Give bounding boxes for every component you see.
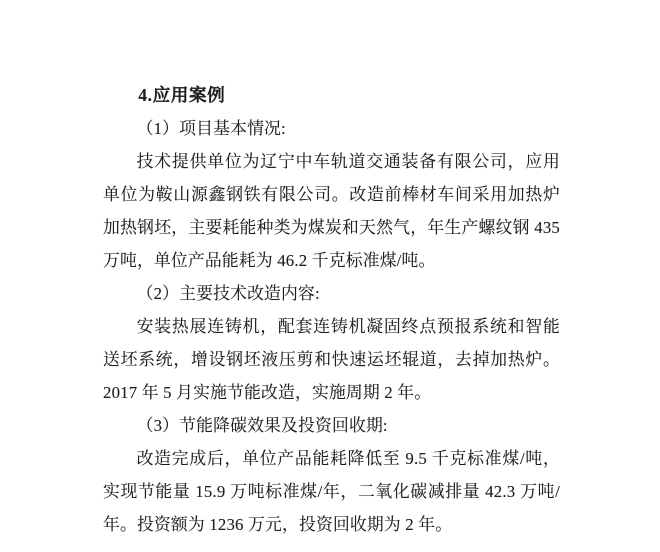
text-line: 技术提供单位为辽宁中车轨道交通装备有限公司，应用 [136,152,560,171]
text-line: 安装热展连铸机，配套连铸机凝固终点预报系统和智能 [136,317,560,336]
text-line: （3）节能降碳效果及投资回收期: [136,416,388,435]
text-line: 送坯系统，增设钢坯液压剪和快速运坯辊道，去掉加热炉。 [103,350,560,369]
section-heading: 4.应用案例 [138,85,226,105]
text-line: 年。投资额为 1236 万元，投资回收期为 2 年。 [103,515,453,534]
text-line: 2017 年 5 月实施节能改造，实施周期 2 年。 [103,383,432,402]
text-line: 万吨，单位产品能耗为 46.2 千克标准煤/吨。 [103,251,436,270]
text-line: （1）项目基本情况: [136,119,286,138]
text-block [103,79,560,541]
text-line: （2）主要技术改造内容: [136,284,320,303]
text-line: 单位为鞍山源鑫钢铁有限公司。改造前棒材车间采用加热炉 [103,185,560,204]
text-line: 实现节能量 15.9 万吨标准煤/年，二氧化碳减排量 42.3 万吨/ [103,482,560,501]
text-line: 加热钢坯，主要耗能种类为煤炭和天然气，年生产螺纹钢 435 [103,218,560,237]
text-line: 改造完成后，单位产品能耗降低至 9.5 千克标准煤/吨， [136,449,560,468]
